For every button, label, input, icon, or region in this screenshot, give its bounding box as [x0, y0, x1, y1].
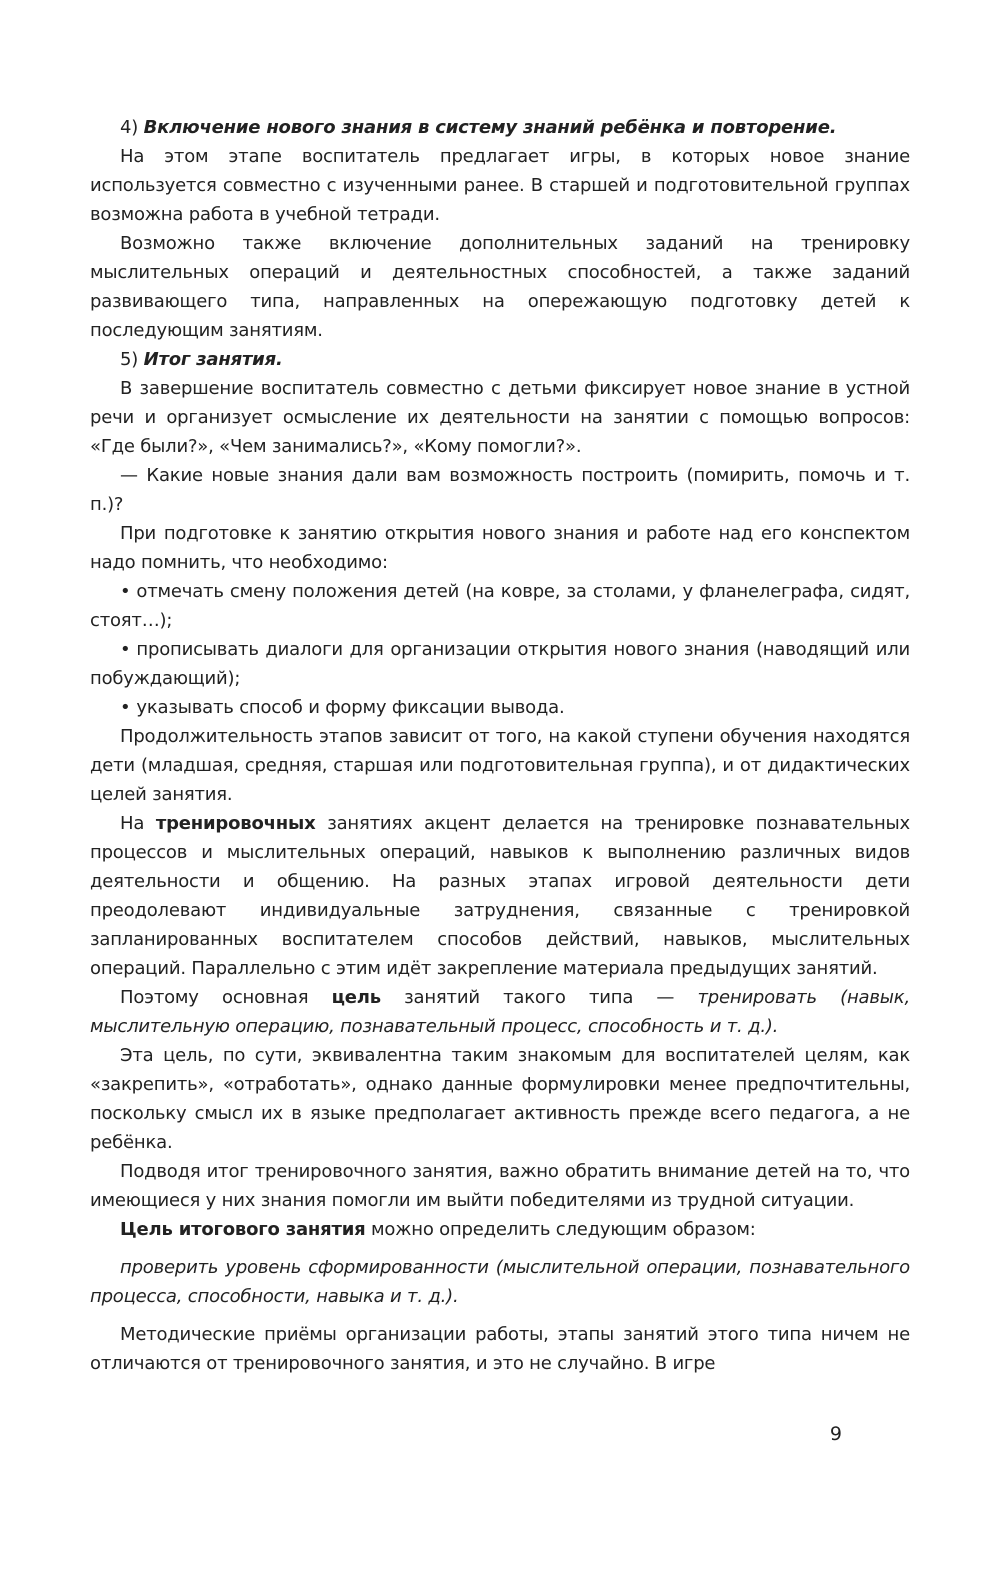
paragraph [90, 1215, 910, 1244]
bullet-marker-icon: • [120, 639, 131, 660]
text-run: На [120, 813, 156, 834]
text-run: В завершение воспитатель совместно с детьми фиксирует новое знание в устной речи и организует осмысление их деятельности на занятии с помощью вопросов: «Где были?», «Чем занимались?», «Кому помогли?». [90, 378, 910, 457]
text-run: тренировать (навык, мыслительную операцию, познавательный процесс, способность и т. д.). [90, 987, 910, 1037]
paragraph [90, 461, 910, 519]
text-run: занятий такого типа — [380, 987, 698, 1008]
text-run: можно определить следующим образом: [365, 1219, 756, 1240]
paragraph [90, 983, 910, 1041]
text-run: Включение нового знания в систему знаний ребёнка и повторение. [143, 117, 837, 138]
bullet-marker-icon: • [120, 697, 131, 718]
text-run: тренировочных [155, 813, 316, 834]
text-run: — Какие новые знания дали вам возможность построить (помирить, помочь и т. п.)? [90, 465, 910, 515]
paragraph [90, 1157, 910, 1215]
bullet-item [90, 577, 910, 635]
page-number: 9 [829, 1423, 842, 1445]
text-run: прописывать диалоги для организации открытия нового знания (наводящий или побуждающий); [90, 639, 910, 689]
paragraph [90, 809, 910, 983]
paragraph [90, 519, 910, 577]
text-run: Продолжительность этапов зависит от того, на какой ступени обучения находятся дети (младшая, средняя, старшая или подготовительная группа), и от дидактических целей занятия. [90, 726, 910, 805]
paragraph [90, 229, 910, 345]
numbered-heading [90, 113, 910, 142]
paragraph [90, 1320, 910, 1378]
text-run: При подготовке к занятию открытия нового знания и работе над его конспектом надо помнить, что необходимо: [90, 523, 910, 573]
text-run: отмечать смену положения детей (на ковре, за столами, у фланелеграфа, сидят, стоят…); [90, 581, 910, 631]
text-run: Эта цель, по сути, эквивалентна таким знакомым для воспитателей целям, как «закрепить», «отработать», однако данные формулировки менее предпочтительны, поскольку смысл их в языке предполагает активность прежде всего педагога, а не ребёнка. [90, 1045, 910, 1153]
document-body [90, 113, 910, 1378]
italic-definition [90, 1253, 910, 1311]
text-run: Поэтому основная [120, 987, 332, 1008]
text-run: Итог занятия. [143, 349, 283, 370]
text-run: На этом этапе воспитатель предлагает игры, в которых новое знание используется совместно с изученными ранее. В старшей и подготовительной группах возможна работа в учебной тетради. [90, 146, 910, 225]
text-run: Цель итогового занятия [120, 1219, 366, 1240]
text-run: занятиях акцент делается на тренировке познавательных процессов и мыслительных операций, навыков к выполнению различных видов деятельности и общению. На разных этапах игровой деятельности дети преодолевают индивидуальные затруднения, связанные с тренировкой запланированных воспитателем способов действий, навыков, мыслительных операций. Параллельно с этим идёт закрепление материала предыдущих занятий. [90, 813, 910, 979]
text-run: 4) [120, 117, 144, 138]
paragraph [90, 142, 910, 229]
text-run: указывать способ и форму фиксации вывода. [136, 697, 565, 718]
paragraph [90, 722, 910, 809]
text-run: Методические приёмы организации работы, этапы занятий этого типа ничем не отличаются от тренировочного занятия, и это не случайно. В игре [90, 1324, 910, 1374]
text-run: цель [331, 987, 381, 1008]
bullet-marker-icon: • [120, 581, 131, 602]
text-run: Подводя итог тренировочного занятия, важно обратить внимание детей на то, что имеющиеся у них знания помогли им выйти победителями из трудной ситуации. [90, 1161, 910, 1211]
paragraph [90, 1041, 910, 1157]
text-run: Возможно также включение дополнительных заданий на тренировку мыслительных операций и деятельностных способностей, а также заданий развивающего типа, направленных на опережающую подготовку детей к последующим занятиям. [90, 233, 910, 341]
bullet-item [90, 635, 910, 693]
paragraph [90, 374, 910, 461]
bullet-item [90, 693, 910, 722]
text-run: 5) [120, 349, 144, 370]
text-run: проверить уровень сформированности (мыслительной операции, познавательного процесса, способности, навыка и т. д.). [90, 1257, 910, 1307]
numbered-heading [90, 345, 910, 374]
